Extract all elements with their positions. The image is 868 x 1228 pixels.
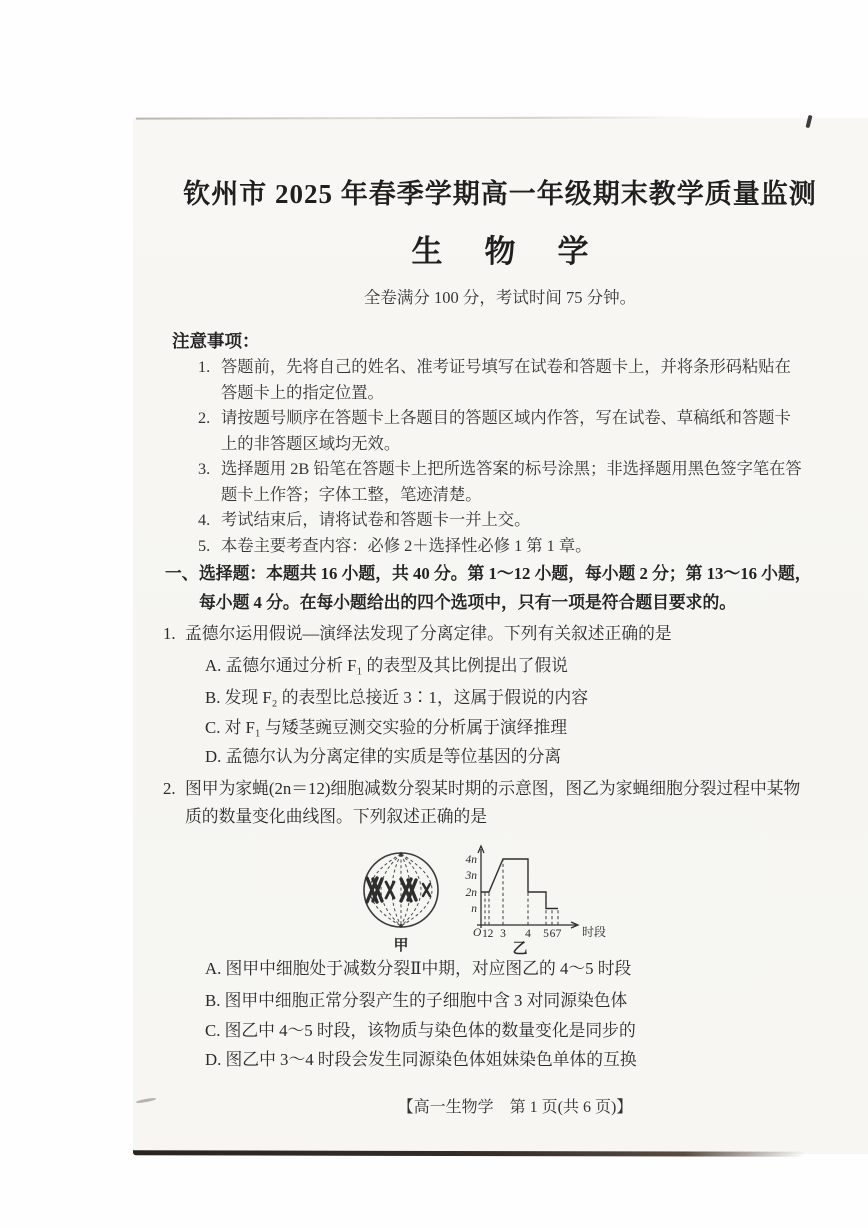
chromosomes xyxy=(367,878,430,902)
xtick-3: 3 xyxy=(500,928,506,940)
spindle-pole-top xyxy=(399,852,402,855)
section-number: 一、 xyxy=(165,564,199,583)
question-2-option-d: D. 图乙中 3～4 时段会发生同源染色体姐妹染色单体的互换 xyxy=(205,1050,637,1069)
notice-number: 3. xyxy=(198,459,211,478)
question-1-option-c: C. 对 F₁ 与矮茎豌豆测交实验的分析属于演绎推理 xyxy=(205,718,568,737)
question-1-stem xyxy=(163,620,813,648)
figure-label-yi: 乙 xyxy=(512,941,528,957)
exam-info-line: 全卷满分 100 分，考试时间 75 分钟。 xyxy=(363,288,637,307)
notice-text: 考试结束后，请将试卷和答题卡一并上交。 xyxy=(221,510,531,529)
chromosome-small xyxy=(423,884,430,896)
chromosome-medium xyxy=(386,882,394,898)
question-number: 2. xyxy=(163,779,176,798)
question-number: 1. xyxy=(163,624,176,643)
notice-text: 本卷主要考查内容：必修 2＋选择性必修 1 第 1 章。 xyxy=(221,535,592,555)
page-footer: 【高一生物学 第 1 页(共 6 页)】 xyxy=(397,1099,633,1116)
notice-text: 答题前，先将自己的姓名、准考证号填写在试卷和答题卡上，并将条形码粘贴在答题卡上的指定位置。 xyxy=(221,357,791,402)
notice-text: 选择题用 2B 铅笔在答题卡上把所选答案的标号涂黑；非选择题用黑色签字笔在答题卡上作答；字体工整，笔迹清楚。 xyxy=(221,459,802,504)
xtick-5: 5 xyxy=(543,928,549,940)
notice-number: 1. xyxy=(198,357,211,376)
notice-heading: 注意事项： xyxy=(172,331,260,351)
notice-item xyxy=(198,507,804,533)
subject-title: 生物学 xyxy=(411,234,631,269)
xtick-2: 2 xyxy=(487,928,494,940)
question-2-option-a: A. 图甲中细胞处于减数分裂Ⅱ中期，对应图乙的 4～5 时段 xyxy=(205,959,632,978)
origin-label: O xyxy=(473,927,482,939)
xtick-1: 1 xyxy=(482,928,488,940)
quantity-graph-figure-yi xyxy=(463,840,648,958)
notice-item xyxy=(198,533,804,559)
notice-number: 4. xyxy=(198,510,211,529)
exam-title: 钦州市 2025 年春季学期高一年级期末教学质量监测 xyxy=(183,179,817,209)
notice-number: 2. xyxy=(198,408,211,427)
question-1-option-b: B. 发现 F₂ 的表型比总接近 3∶1，这属于假说的内容 xyxy=(205,688,588,707)
notice-item xyxy=(198,456,804,507)
cell-diagram-figure-jia xyxy=(353,848,457,958)
question-2-option-c: C. 图乙中 4～5 时段，该物质与染色体的数量变化是同步的 xyxy=(205,1021,636,1040)
chromosome-bivalent-large xyxy=(401,879,416,901)
notice-item xyxy=(198,405,804,456)
question-2-option-b: B. 图甲中细胞正常分裂产生的子细胞中含 3 对同源染色体 xyxy=(205,991,628,1010)
dashed-guides xyxy=(485,859,558,925)
ytick-n: n xyxy=(471,903,477,915)
notice-list xyxy=(198,354,804,558)
ytick-4n: 4n xyxy=(465,854,477,866)
x-axis-label: 时段 xyxy=(582,925,607,939)
xtick-4: 4 xyxy=(525,928,531,940)
ytick-2n: 2n xyxy=(465,887,477,899)
y-tick-labels xyxy=(465,854,483,939)
question-1-option-a: A. 孟德尔通过分析 F₁ 的表型及其比例提出了假说 xyxy=(205,656,568,675)
notice-number: 5. xyxy=(198,535,211,555)
question-2-stem xyxy=(163,775,815,831)
question-text: 孟德尔运用假说—演绎法发现了分离定律。下列有关叙述正确的是 xyxy=(185,624,672,643)
question-text: 图甲为家蝇(2n＝12)细胞减数分裂某时期的示意图，图乙为家蝇细胞分裂过程中某物质的数量变化曲线图。下列叙述正确的是 xyxy=(185,779,801,826)
x-tick-labels xyxy=(482,928,562,940)
question-1-option-d: D. 孟德尔认为分离定律的实质是等位基因的分离 xyxy=(205,747,562,766)
xtick-6: 6 xyxy=(549,928,556,940)
section-one-heading xyxy=(165,559,813,617)
ytick-3n: 3n xyxy=(465,870,477,882)
notice-item xyxy=(198,354,804,405)
notice-text: 请按题号顺序在答题卡上各题目的答题区域内作答，写在试卷、草稿纸和答题卡上的非答题区域均无效。 xyxy=(221,408,791,453)
chromosome-bivalent-large xyxy=(367,878,382,902)
xtick-7: 7 xyxy=(555,928,562,940)
section-text: 选择题：本题共 16 小题，共 40 分。第 1～12 小题，每小题 2 分；第 13～16 小题，每小题 4 分。在每小题给出的四个选项中，只有一项是符合题目要求的。 xyxy=(199,564,812,612)
figure-label-jia: 甲 xyxy=(393,938,409,954)
page-bottom-edge-shadow xyxy=(133,1150,805,1156)
spindle-pole-bottom xyxy=(399,924,402,927)
